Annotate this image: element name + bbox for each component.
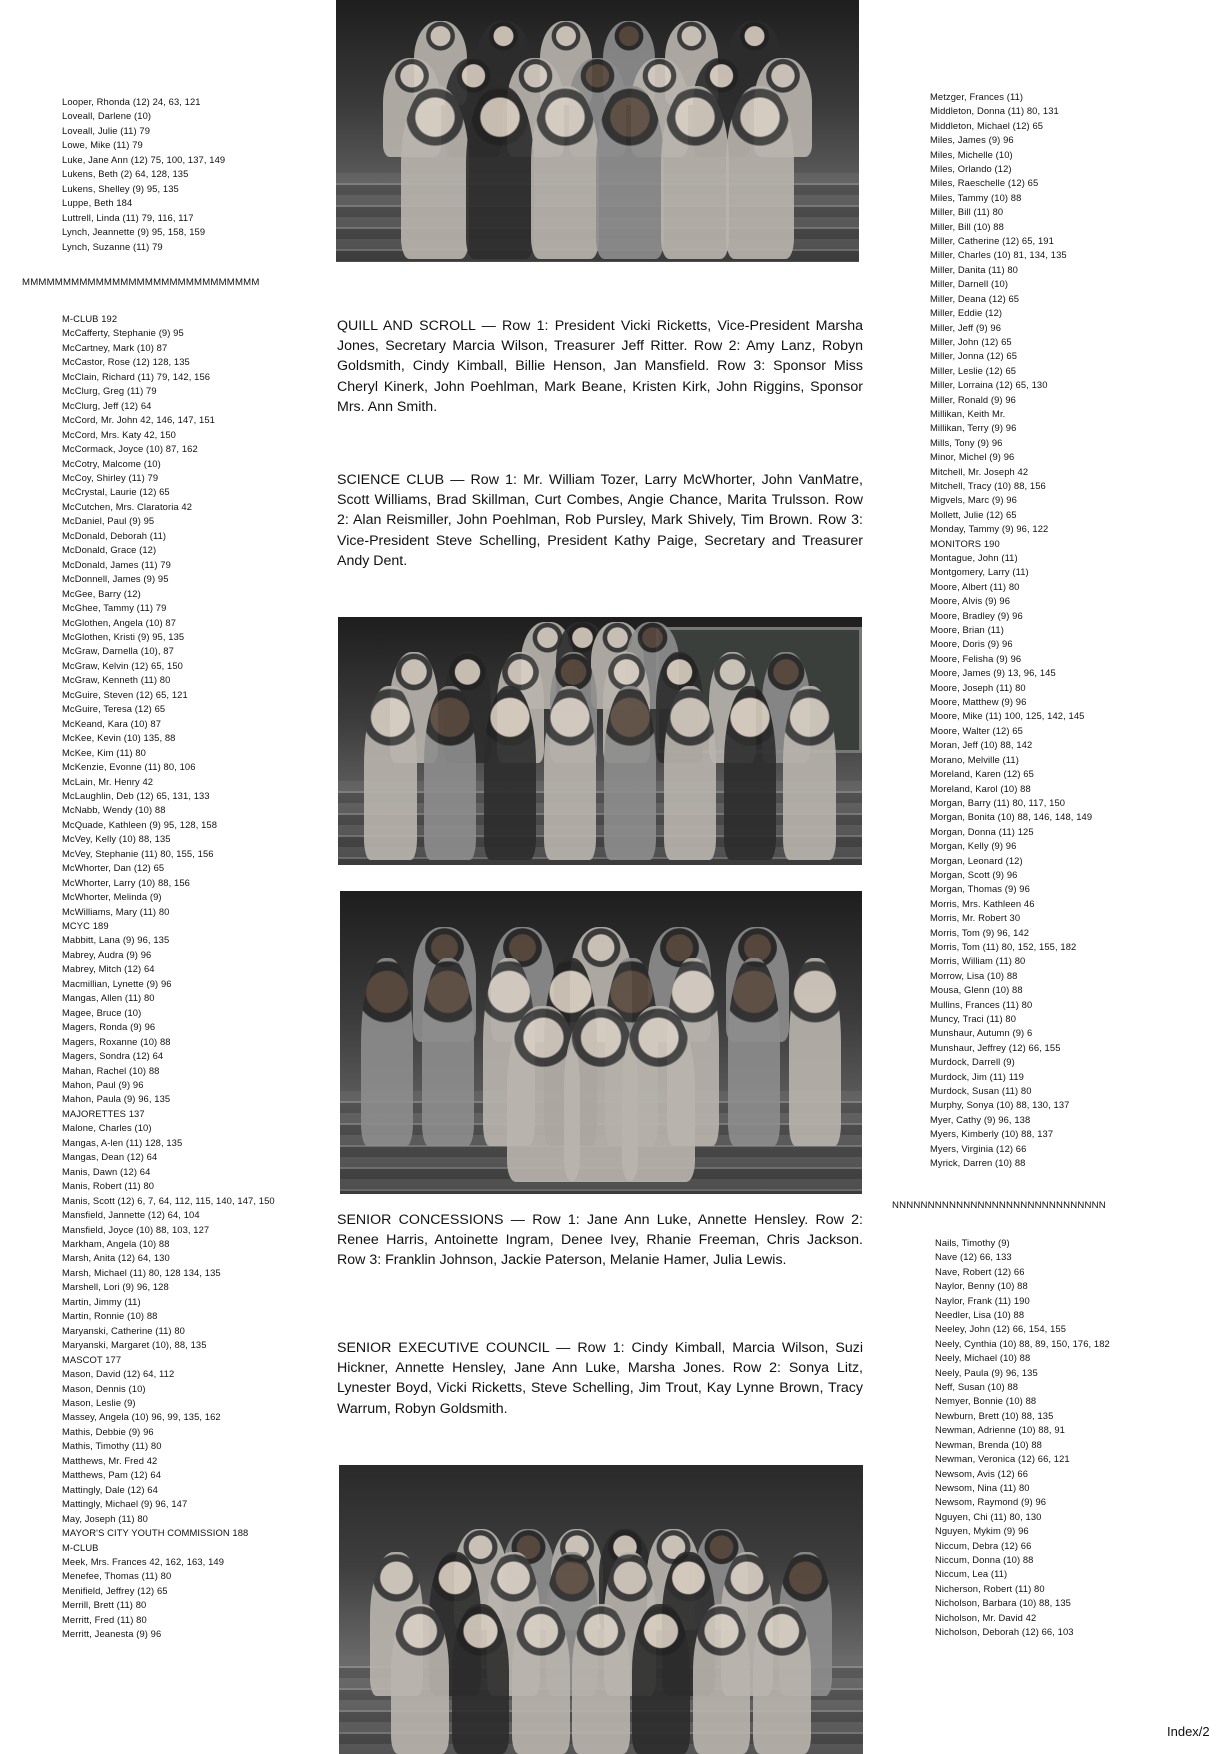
- index-entry: Nave (12) 66, 133: [935, 1251, 1012, 1263]
- index-entry: Mahon, Paula (9) 96, 135: [62, 1093, 171, 1105]
- index-entry: Morris, Tom (11) 80, 152, 155, 182: [930, 940, 1077, 952]
- person-silhouette: [728, 958, 780, 1146]
- index-entry: Moore, Mike (11) 100, 125, 142, 145: [930, 710, 1085, 722]
- index-entry: Millikan, Terry (9) 96: [930, 422, 1017, 434]
- index-entry: Miller, Eddie (12): [930, 307, 1003, 319]
- index-entry: Moore, Albert (11) 80: [930, 580, 1020, 592]
- index-column-right-main: [930, 90, 1170, 1170]
- index-entry: Nicherson, Robert (11) 80: [935, 1582, 1045, 1594]
- index-entry: Mangas, Allen (11) 80: [62, 992, 155, 1004]
- index-entry: Middleton, Donna (11) 80, 131: [930, 105, 1059, 117]
- index-entry: Morris, William (11) 80: [930, 955, 1026, 967]
- index-entry: Manis, Dawn (12) 64: [62, 1165, 151, 1177]
- index-entry: Miller, Deana (12) 65: [930, 292, 1020, 304]
- index-entry: Nicholson, Deborah (12) 66, 103: [935, 1625, 1074, 1637]
- index-entry: Mangas, A-len (11) 128, 135: [62, 1136, 183, 1148]
- person-silhouette: [361, 958, 413, 1146]
- index-entry: Miller, Jeff (9) 96: [930, 321, 1002, 333]
- index-entry: Niccum, Debra (12) 66: [935, 1539, 1032, 1551]
- index-entry: McKeand, Kara (10) 87: [62, 717, 162, 729]
- index-entry: Newsom, Avis (12) 66: [935, 1467, 1029, 1479]
- index-entry: Morgan, Barry (11) 80, 117, 150: [930, 796, 1066, 808]
- index-entry: Mullins, Frances (11) 80: [930, 998, 1033, 1010]
- index-entry: Malone, Charles (10): [62, 1122, 152, 1134]
- person-silhouette: [391, 1604, 449, 1754]
- index-column-left-main: [62, 312, 347, 1642]
- index-entry: McCormack, Joyce (10) 87, 162: [62, 443, 198, 455]
- index-entry: Moore, Felisha (9) 96: [930, 652, 1022, 664]
- index-entry: Neeley, John (12) 66, 154, 155: [935, 1323, 1067, 1335]
- index-entry: McKee, Kim (11) 80: [62, 746, 146, 758]
- index-entry: Nails, Timothy (9): [935, 1237, 1010, 1248]
- index-entry: Munshaur, Autumn (9) 6: [930, 1027, 1033, 1039]
- index-entry: Moore, Doris (9) 96: [930, 638, 1013, 650]
- index-entry: Menifield, Jeffrey (12) 65: [62, 1584, 168, 1596]
- index-entry: Mahan, Rachel (10) 88: [62, 1064, 160, 1076]
- index-entry: Miller, Catherine (12) 65, 191: [930, 235, 1054, 247]
- index-entry: McCotry, Malcome (10): [62, 457, 161, 469]
- index-entry: Massey, Angela (10) 96, 99, 135, 162: [62, 1411, 221, 1423]
- index-entry: Miller, Ronald (9) 96: [930, 393, 1016, 405]
- index-entry: Newburn, Brett (10) 88, 135: [935, 1409, 1054, 1421]
- index-entry: Mansfield, Joyce (10) 88, 103, 127: [62, 1223, 210, 1235]
- person-silhouette: [604, 686, 656, 860]
- index-entry: McCoy, Shirley (11) 79: [62, 471, 159, 483]
- letter-divider-n: NNNNNNNNNNNNNNNNNNNNNNNNNNNNNN: [892, 1200, 1106, 1211]
- index-entry: Naylor, Frank (11) 190: [935, 1294, 1030, 1306]
- index-entry: Mitchell, Mr. Joseph 42: [930, 465, 1029, 477]
- index-entry: McWilliams, Mary (11) 80: [62, 905, 170, 917]
- index-entry: Mabbitt, Lana (9) 96, 135: [62, 934, 170, 946]
- index-entry: Marsh, Anita (12) 64, 130: [62, 1252, 170, 1264]
- person-silhouette: [512, 1604, 570, 1754]
- index-entry: Mattingly, Michael (9) 96, 147: [62, 1498, 188, 1510]
- index-entry: Merrill, Brett (11) 80: [62, 1599, 147, 1611]
- index-entry: Moreland, Karol (10) 88: [930, 782, 1031, 794]
- index-entry: Miller, Bill (10) 88: [930, 220, 1004, 232]
- index-entry: Miles, Orlando (12): [930, 163, 1012, 175]
- index-entry: McClurg, Jeff (12) 64: [62, 399, 152, 411]
- index-entry: Mousa, Glenn (10) 88: [930, 984, 1023, 996]
- index-entry: Mansfield, Jannette (12) 64, 104: [62, 1209, 200, 1221]
- person-silhouette: [661, 86, 729, 259]
- index-entry: Menefee, Thomas (11) 80: [62, 1570, 172, 1582]
- index-entry: Mabrey, Audra (9) 96: [62, 948, 152, 960]
- index-entry: McWhorter, Dan (12) 65: [62, 862, 165, 874]
- index-entry: MCYC 189: [62, 920, 109, 932]
- index-entry: Mills, Tony (9) 96: [930, 436, 1003, 448]
- caption-senior-concessions: SENIOR CONCESSIONS — Row 1: Jane Ann Luke, Annette Hensley. Row 2: Renee Harris, Antoinette Ingram, Denee Ivey, Rhanie Freeman, Chris Jackson. Row 3: Franklin Johnson, Jackie Paterson, Melanie Hamer, Julia Lewis.: [337, 1212, 863, 1269]
- person-silhouette: [622, 1006, 695, 1182]
- index-entry: Newman, Brenda (10) 88: [935, 1438, 1042, 1450]
- index-entry: Morris, Mr. Robert 30: [930, 912, 1021, 924]
- person-silhouette: [531, 86, 599, 259]
- index-entry: Miller, Danita (11) 80: [930, 263, 1018, 275]
- person-silhouette: [466, 86, 534, 259]
- index-entry: Mangas, Dean (12) 64: [62, 1151, 158, 1163]
- index-entry: McLain, Mr. Henry 42: [62, 775, 154, 787]
- photo-senior-concessions: [340, 891, 862, 1194]
- index-entry: Mathis, Debbie (9) 96: [62, 1425, 154, 1437]
- index-entry: Miles, Raeschelle (12) 65: [930, 177, 1039, 189]
- index-entry: Moore, Matthew (9) 96: [930, 696, 1027, 708]
- index-entry: Markham, Angela (10) 88: [62, 1238, 170, 1249]
- index-entry: Newsom, Raymond (9) 96: [935, 1496, 1047, 1508]
- index-entry: MAJORETTES 137: [62, 1107, 145, 1119]
- index-entry: Myer, Cathy (9) 96, 138: [930, 1113, 1031, 1125]
- index-entry: McKenzie, Evonne (11) 80, 106: [62, 761, 196, 773]
- index-entry: McCafferty, Stephanie (9) 95: [62, 327, 184, 339]
- index-entry: Mason, David (12) 64, 112: [62, 1368, 175, 1380]
- index-entry: Luke, Jane Ann (12) 75, 100, 137, 149: [62, 153, 226, 165]
- index-entry: McDonald, Grace (12): [62, 544, 157, 556]
- index-entry: Moreland, Karen (12) 65: [930, 768, 1034, 780]
- index-entry: Moore, Bradley (9) 96: [930, 609, 1023, 621]
- index-entry: McKee, Kevin (10) 135, 88: [62, 732, 176, 744]
- person-silhouette: [572, 1604, 630, 1754]
- index-entry: Niccum, Donna (10) 88: [935, 1553, 1034, 1565]
- person-silhouette: [789, 958, 841, 1146]
- index-entry: Mason, Leslie (9): [62, 1396, 136, 1408]
- person-silhouette: [632, 1604, 690, 1754]
- index-entry: Nicholson, Mr. David 42: [935, 1611, 1037, 1623]
- index-entry: Miller, Bill (11) 80: [930, 206, 1004, 218]
- index-entry: Morano, Melville (11): [930, 753, 1019, 765]
- index-entry: Merritt, Jeanesta (9) 96: [62, 1628, 162, 1640]
- letter-divider-m: MMMMMMMMMMMMMMMMMMMMMMMMMMMMM: [22, 277, 260, 288]
- index-entry: Luppe, Beth 184: [62, 197, 133, 209]
- index-entry: Needler, Lisa (10) 88: [935, 1309, 1025, 1321]
- photo-quill-and-scroll: [336, 0, 859, 262]
- index-entry: Migvels, Marc (9) 96: [930, 494, 1017, 506]
- index-entry: MONITORS 190: [930, 537, 1000, 549]
- index-entry: McCord, Mrs. Katy 42, 150: [62, 428, 176, 440]
- page-folio: Index/2: [1167, 1724, 1210, 1739]
- index-entry: Munshaur, Jeffrey (12) 66, 155: [930, 1041, 1061, 1053]
- index-entry: Lukens, Shelley (9) 95, 135: [62, 182, 179, 194]
- index-entry: McGhee, Tammy (11) 79: [62, 602, 167, 614]
- index-entry: McDonald, James (11) 79: [62, 558, 171, 570]
- index-entry: Mabrey, Mitch (12) 64: [62, 963, 155, 975]
- index-entry: Montague, John (11): [930, 552, 1018, 563]
- index-entry: Murdock, Darrell (9): [930, 1056, 1015, 1068]
- index-entry: Millikan, Keith Mr.: [930, 407, 1006, 419]
- index-entry: Moore, James (9) 13, 96, 145: [930, 667, 1056, 679]
- person-silhouette: [753, 1604, 811, 1754]
- caption-senior-executive-council: SENIOR EXECUTIVE COUNCIL — Row 1: Cindy Kimball, Marcia Wilson, Suzi Hickner, Annette Hensley, Jane Ann Luke, Marsha Jones. Row 2: Sonya Litz, Lynester Boyd, Vicki Ricketts, Steve Schelling, Jim Trout, Kay Lynne Brown, Tracy Warrum, Robyn Goldsmith.: [337, 1340, 863, 1417]
- index-entry: M-CLUB 192: [62, 313, 118, 324]
- index-entry: Lowe, Mike (11) 79: [62, 139, 143, 151]
- index-entry: Maryanski, Catherine (11) 80: [62, 1324, 185, 1336]
- person-silhouette: [596, 86, 664, 259]
- index-entry: Neely, Michael (10) 88: [935, 1352, 1031, 1364]
- index-entry: Mahon, Paul (9) 96: [62, 1079, 144, 1091]
- index-entry: Luttrell, Linda (11) 79, 116, 117: [62, 211, 194, 223]
- index-entry: Mollett, Julie (12) 65: [930, 508, 1017, 520]
- index-entry: McWhorter, Melinda (9): [62, 891, 162, 903]
- index-entry: Matthews, Mr. Fred 42: [62, 1454, 158, 1466]
- person-silhouette: [452, 1604, 510, 1754]
- index-entry: McClain, Richard (11) 79, 142, 156: [62, 370, 211, 382]
- index-entry: Montgomery, Larry (11): [930, 566, 1029, 578]
- index-entry: Myers, Kimberly (10) 88, 137: [930, 1128, 1054, 1140]
- index-entry: Newman, Veronica (12) 66, 121: [935, 1453, 1070, 1465]
- index-entry: Neff, Susan (10) 88: [935, 1381, 1019, 1393]
- index-entry: Meek, Mrs. Frances 42, 162, 163, 149: [62, 1555, 225, 1567]
- index-entry: Moore, Alvis (9) 96: [930, 595, 1011, 607]
- index-entry: Martin, Ronnie (10) 88: [62, 1310, 158, 1322]
- index-entry: Magers, Ronda (9) 96: [62, 1021, 156, 1033]
- index-entry: Nguyen, Mykim (9) 96: [935, 1525, 1029, 1537]
- index-entry: Miller, Darnell (10): [930, 278, 1009, 290]
- person-silhouette: [726, 86, 794, 259]
- index-entry: Macmillian, Lynette (9) 96: [62, 977, 172, 989]
- index-entry: McDonnell, James (9) 95: [62, 573, 169, 585]
- caption-quill-and-scroll: QUILL AND SCROLL — Row 1: President Vicki Ricketts, Vice-President Marsha Jones, Secretary Marcia Wilson, Treasurer Jeff Ritter. Row 2: Amy Lanz, Robyn Goldsmith, Cindy Kimball, Billie Henson, Jan Mansfield. Row 3: Sponsor Miss Cheryl Kinerk, John Poehlman, Mark Beane, Kristen Kirk, John Riggins, Sponsor Mrs. Ann Smith.: [337, 318, 863, 415]
- person-silhouette: [401, 86, 469, 259]
- index-entry: McGlothen, Kristi (9) 95, 135: [62, 630, 185, 642]
- index-entry: McGee, Barry (12): [62, 587, 141, 599]
- index-entry: McVey, Stephanie (11) 80, 155, 156: [62, 847, 214, 859]
- person-silhouette: [422, 958, 474, 1146]
- index-entry: McCartney, Mark (10) 87: [62, 341, 168, 353]
- index-column-right-n: [935, 1236, 1190, 1639]
- index-entry: McDonald, Deborah (11): [62, 529, 167, 541]
- index-entry: Miller, John (12) 65: [930, 335, 1012, 347]
- index-entry: Moore, Walter (12) 65: [930, 724, 1023, 736]
- person-silhouette: [364, 686, 416, 860]
- index-entry: Lynch, Suzanne (11) 79: [62, 240, 163, 252]
- index-entry: MASCOT 177: [62, 1353, 122, 1365]
- index-entry: McLaughlin, Deb (12) 65, 131, 133: [62, 789, 210, 801]
- index-entry: McQuade, Kathleen (9) 95, 128, 158: [62, 818, 218, 830]
- index-entry: McWhorter, Larry (10) 88, 156: [62, 876, 190, 888]
- index-entry: Middleton, Michael (12) 65: [930, 119, 1044, 131]
- index-entry: Niccum, Lea (11): [935, 1568, 1008, 1580]
- index-entry: McGraw, Kelvin (12) 65, 150: [62, 659, 183, 671]
- index-entry: Nicholson, Barbara (10) 88, 135: [935, 1597, 1071, 1609]
- index-entry: Moore, Joseph (11) 80: [930, 681, 1026, 693]
- index-entry: Marshell, Lori (9) 96, 128: [62, 1281, 169, 1293]
- index-entry: Moore, Brian (11): [930, 624, 1004, 636]
- index-entry: Morgan, Donna (11) 125: [930, 825, 1034, 837]
- index-entry: May, Joseph (11) 80: [62, 1512, 148, 1524]
- index-entry: McDaniel, Paul (9) 95: [62, 515, 155, 527]
- photo-senior-executive-council: [339, 1465, 863, 1754]
- index-entry: Morris, Tom (9) 96, 142: [930, 926, 1030, 938]
- index-entry: McGuire, Steven (12) 65, 121: [62, 688, 188, 700]
- index-entry: McGraw, Kenneth (11) 80: [62, 674, 171, 686]
- index-entry: Minor, Michel (9) 96: [930, 451, 1015, 463]
- index-entry: Miles, James (9) 96: [930, 134, 1014, 146]
- index-entry: Marsh, Michael (11) 80, 128 134, 135: [62, 1266, 221, 1278]
- person-silhouette: [783, 686, 835, 860]
- index-entry: Murdock, Jim (11) 119: [930, 1070, 1024, 1082]
- index-entry: Newsom, Nina (11) 80: [935, 1481, 1030, 1493]
- index-entry: Merritt, Fred (11) 80: [62, 1613, 147, 1625]
- index-entry: Lynch, Jeannette (9) 95, 158, 159: [62, 226, 206, 238]
- index-entry: Myrick, Darren (10) 88: [930, 1157, 1026, 1169]
- index-entry: Morgan, Thomas (9) 96: [930, 883, 1030, 895]
- index-entry: Myers, Virginia (12) 66: [930, 1142, 1027, 1154]
- photo-science-club: [338, 617, 862, 865]
- index-entry: Nave, Robert (12) 66: [935, 1265, 1025, 1277]
- index-entry: Manis, Scott (12) 6, 7, 64, 112, 115, 140, 147, 150: [62, 1194, 275, 1206]
- index-entry: Miller, Charles (10) 81, 134, 135: [930, 249, 1067, 261]
- caption-science-club: SCIENCE CLUB — Row 1: Mr. William Tozer, Larry McWhorter, John VanMatre, Scott Williams, Brad Skillman, Curt Combes, Angie Chance, Marita Trulsson. Row 2: Alan Reismiller, John Poehlman, Rob Pursley, Mark Shively, Tim Brown. Row 3: Vice-President Steve Schelling, President Kathy Paige, Secretary and Treasurer Andy Dent.: [337, 472, 863, 569]
- index-entry: McCastor, Rose (12) 128, 135: [62, 356, 190, 368]
- index-entry: Miller, Jonna (12) 65: [930, 350, 1018, 362]
- person-silhouette: [724, 686, 776, 860]
- index-entry: Mathis, Timothy (11) 80: [62, 1440, 162, 1452]
- index-entry: Newman, Adrienne (10) 88, 91: [935, 1424, 1065, 1436]
- index-entry: Morgan, Kelly (9) 96: [930, 840, 1017, 852]
- index-entry: MAYOR'S CITY YOUTH COMMISSION 188: [62, 1527, 249, 1539]
- index-entry: McGuire, Teresa (12) 65: [62, 703, 166, 715]
- index-entry: Maryanski, Margaret (10), 88, 135: [62, 1339, 207, 1351]
- index-entry: Loveall, Darlene (10): [62, 110, 152, 122]
- index-entry: Morrow, Lisa (10) 88: [930, 969, 1018, 981]
- index-entry: McVey, Kelly (10) 88, 135: [62, 833, 171, 845]
- person-silhouette: [424, 686, 476, 860]
- index-entry: Mattingly, Dale (12) 64: [62, 1483, 158, 1495]
- index-entry: Magers, Roxanne (10) 88: [62, 1035, 171, 1047]
- index-entry: Magers, Sondra (12) 64: [62, 1050, 164, 1062]
- index-entry: McGraw, Darnella (10), 87: [62, 645, 174, 657]
- person-silhouette: [664, 686, 716, 860]
- person-silhouette: [544, 686, 596, 860]
- index-entry: Looper, Rhonda (12) 24, 63, 121: [62, 96, 201, 107]
- person-silhouette: [484, 686, 536, 860]
- index-entry: Miles, Tammy (10) 88: [930, 191, 1022, 203]
- index-entry: Morgan, Scott (9) 96: [930, 868, 1018, 880]
- index-entry: Matthews, Pam (12) 64: [62, 1469, 162, 1481]
- index-entry: M-CLUB: [62, 1541, 99, 1553]
- index-entry: Nguyen, Chi (11) 80, 130: [935, 1510, 1042, 1522]
- index-entry: Naylor, Benny (10) 88: [935, 1280, 1028, 1292]
- index-entry: Mason, Dennis (10): [62, 1382, 146, 1394]
- index-entry: Nemyer, Bonnie (10) 88: [935, 1395, 1037, 1407]
- index-column-left-top: [62, 95, 342, 254]
- index-entry: Morgan, Leonard (12): [930, 854, 1023, 866]
- index-entry: Miller, Leslie (12) 65: [930, 364, 1017, 376]
- index-entry: Morris, Mrs. Kathleen 46: [930, 897, 1035, 909]
- index-entry: Murphy, Sonya (10) 88, 130, 137: [930, 1099, 1070, 1111]
- index-entry: Lukens, Beth (2) 64, 128, 135: [62, 168, 189, 180]
- index-entry: Monday, Tammy (9) 96, 122: [930, 523, 1049, 535]
- index-entry: McCord, Mr. John 42, 146, 147, 151: [62, 414, 215, 426]
- index-entry: Miles, Michelle (10): [930, 148, 1013, 160]
- index-entry: Metzger, Frances (11): [930, 91, 1024, 102]
- index-entry: Mitchell, Tracy (10) 88, 156: [930, 479, 1046, 491]
- index-entry: Murdock, Susan (11) 80: [930, 1085, 1032, 1097]
- index-entry: McNabb, Wendy (10) 88: [62, 804, 166, 816]
- index-entry: Moran, Jeff (10) 88, 142: [930, 739, 1033, 751]
- index-entry: Manis, Robert (11) 80: [62, 1180, 155, 1192]
- index-entry: Morgan, Bonita (10) 88, 146, 148, 149: [930, 811, 1093, 823]
- index-entry: Magee, Bruce (10): [62, 1006, 142, 1018]
- index-entry: McCrystal, Laurie (12) 65: [62, 486, 170, 498]
- index-entry: Miller, Lorraina (12) 65, 130: [930, 379, 1048, 391]
- index-entry: Neely, Paula (9) 96, 135: [935, 1366, 1038, 1378]
- index-entry: McGlothen, Angela (10) 87: [62, 616, 177, 628]
- index-entry: McClurg, Greg (11) 79: [62, 385, 157, 397]
- index-entry: Muncy, Traci (11) 80: [930, 1013, 1017, 1024]
- index-entry: Loveall, Julie (11) 79: [62, 124, 151, 136]
- index-entry: McCutchen, Mrs. Claratoria 42: [62, 500, 193, 512]
- index-entry: Neely, Cynthia (10) 88, 89, 150, 176, 182: [935, 1337, 1110, 1349]
- index-entry: Martin, Jimmy (11): [62, 1295, 141, 1307]
- person-silhouette: [693, 1604, 751, 1754]
